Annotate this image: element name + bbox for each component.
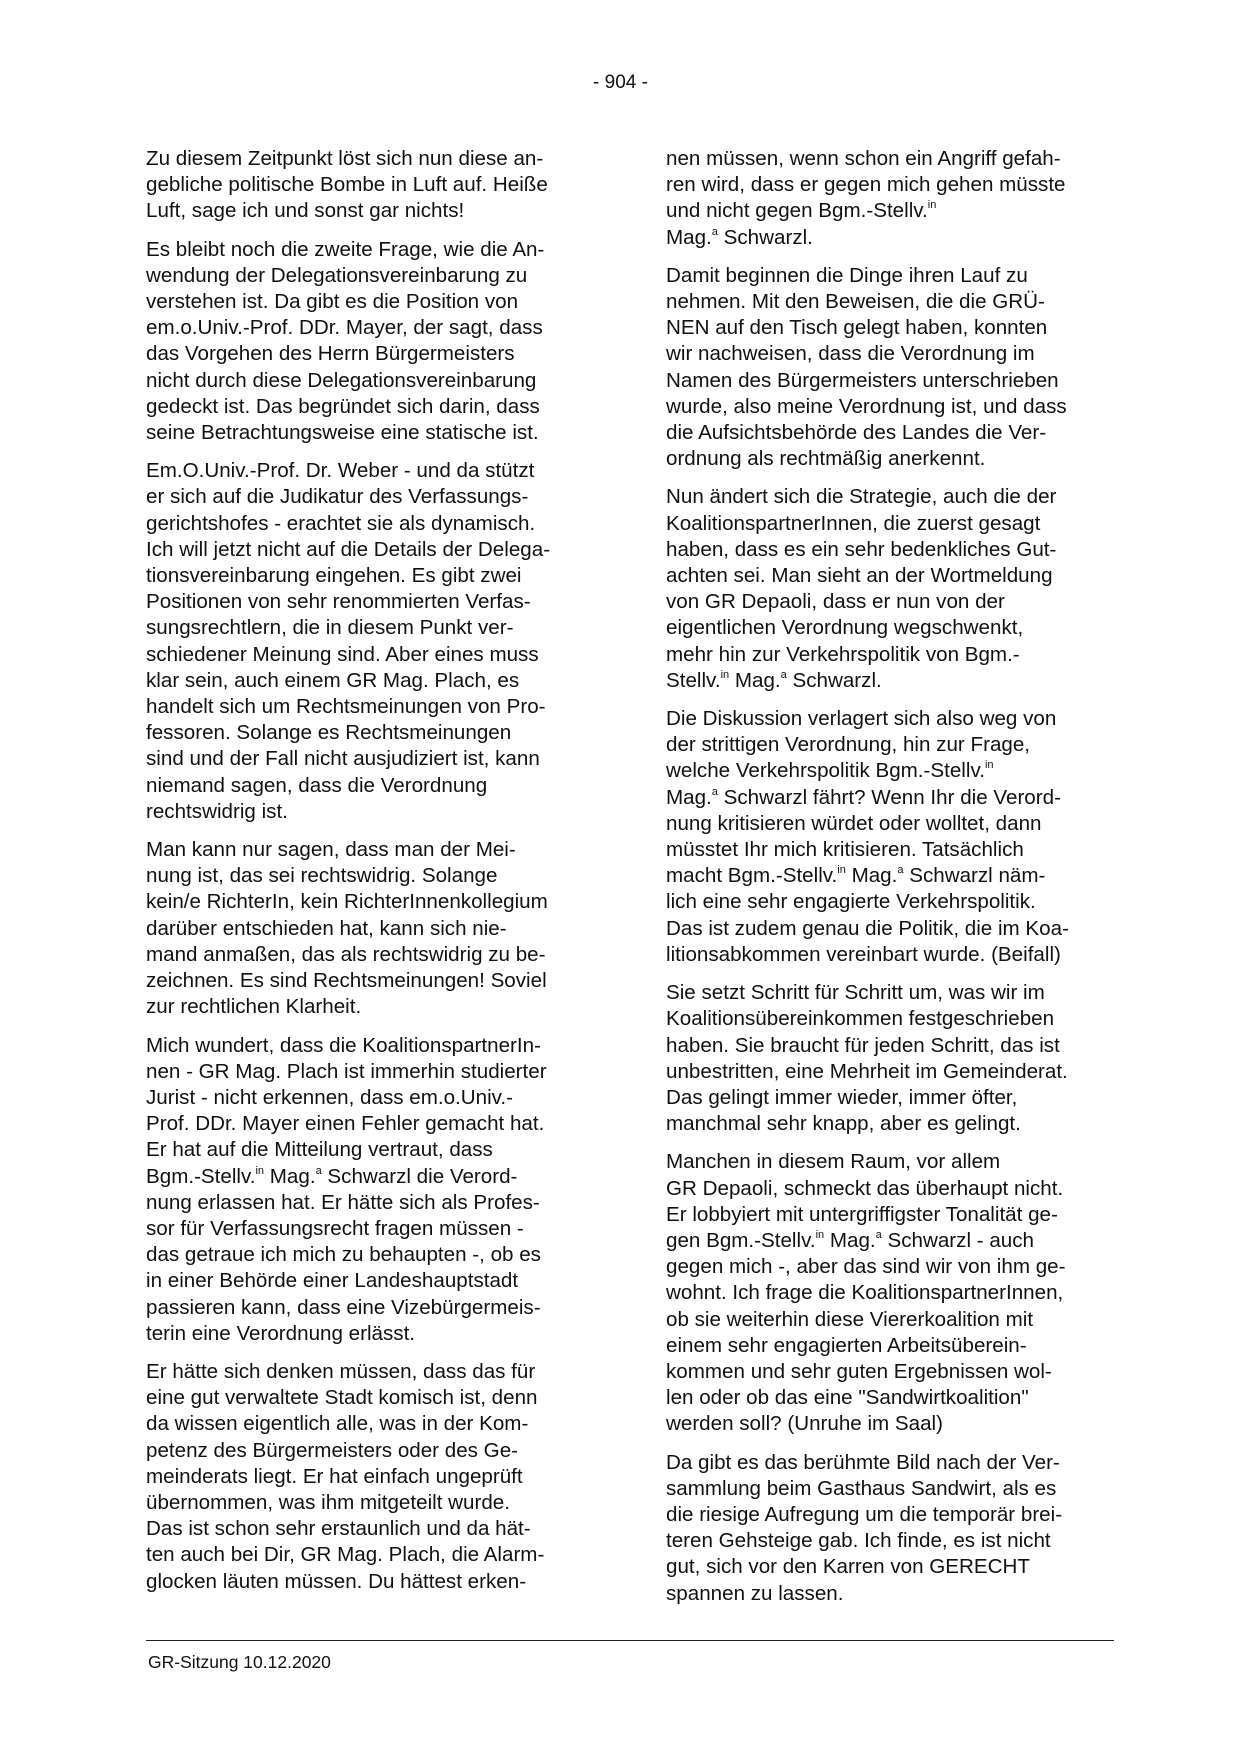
paragraph xyxy=(666,1149,1108,1437)
text-span: Schwarzl. xyxy=(786,668,882,692)
paragraph: Sie setzt Schritt für Schritt um, was wir im Koalitionsübereinkommen festgeschrieben haben. Sie braucht für jeden Schritt, das ist unbestritten, eine Mehrheit im Gemeinderat. Das gelingt immer wieder, immer öfter, manchmal sehr knapp, aber es gelingt. xyxy=(666,981,1068,1136)
paragraph: Damit beginnen die Dinge ihren Lauf zu nehmen. Mit den Beweisen, die die GRÜ- NEN auf den Tisch gelegt haben, konnten wir nachweisen, dass die Verordnung im Namen des Bürgermeisters unterschrieben wurde, also meine Verordnung ist, und dass die Aufsichtsbehörde des Landes die Ver- ordnung als rechtmäßig anerkennt. xyxy=(666,263,1067,471)
text-span: Nun ändert sich die Strategie, auch die der KoalitionspartnerInnen, die zuerst gesagt haben, dass es ein sehr bedenkliches Gut- achten sei. Man sieht an der Wortmeldung von GR Depaoli, dass er nun von der eigentlichen Verordnung wegschwenkt, mehr hin zur Verkehrspolitik von Bgm.- Stellv. xyxy=(666,485,1057,692)
text-span: Mag. xyxy=(729,668,781,692)
paragraph: Er hätte sich denken müssen, dass das für eine gut verwaltete Stadt komisch ist, denn da wissen eigentlich alle, was in der Kom- petenz des Bürgermeisters oder des Ge- meinderats liegt. Er hat einfach ungeprüft übernommen, was ihm mitgeteilt wurde. Das ist schon sehr erstaunlich und da hät- ten auch bei Dir, GR Mag. Plach, die Alarm- glocken läuten müssen. Du hättest erken- xyxy=(146,1359,545,1593)
right-column xyxy=(666,146,1108,1619)
paragraph xyxy=(666,146,1108,251)
paragraph xyxy=(666,484,1108,694)
paragraph: Es bleibt noch die zweite Frage, wie die An- wendung der Delegationsvereinbarung zu verstehen ist. Da gibt es die Position von em.o.Univ.-Prof. DDr. Mayer, der sagt, dass das Vorgehen des Herrn Bürgermeisters nicht durch diese Delegationsvereinbarung gedeckt ist. Das begründet sich darin, dass seine Betrachtungsweise eine statische ist. xyxy=(146,237,545,445)
superscript: a xyxy=(315,1164,322,1177)
superscript: a xyxy=(711,785,718,798)
superscript: in xyxy=(255,1164,265,1177)
superscript: in xyxy=(837,864,846,877)
superscript: in xyxy=(984,759,994,772)
text-span: Die Diskussion verlagert sich also weg von der strittigen Verordnung, hin zur Frage, welche Verkehrspolitik Bgm.-Stellv. xyxy=(666,707,1057,783)
superscript: in xyxy=(720,668,730,681)
paragraph: Zu diesem Zeitpunkt löst sich nun diese an- gebliche politische Bombe in Luft auf. Heiße Luft, sage ich und sonst gar nichts! xyxy=(146,147,548,223)
superscript: in xyxy=(815,1228,825,1241)
paragraph: Em.O.Univ.-Prof. Dr. Weber - und da stützt er sich auf die Judikatur des Verfassungs- gerichtshofes - erachtet sie als dynamisch. Ich will jetzt nicht auf die Details der Delega- tionsvereinbarung eingehen. Es gibt zwei Positionen von sehr renommierten Verfas- sungsrechtlern, die in diesem Punkt ver- schiedener Meinung sind. Aber eines muss klar sein, auch einem GR Mag. Plach, es handelt sich um Rechtsmeinungen von Pro- fessoren. Solange es Rechtsmeinungen sind und der Fall nicht ausjudiziert ist, kann niemand sagen, dass die Verordnung rechtswidrig ist. xyxy=(146,459,551,823)
paragraph xyxy=(146,1033,588,1347)
text-span: Mag. xyxy=(666,785,712,809)
footer-divider xyxy=(146,1640,1114,1641)
paragraph: Da gibt es das berühmte Bild nach der Ver- sammlung beim Gasthaus Sandwirt, als es die riesige Aufregung um die temporär brei- teren Gehsteige gab. Ich finde, es ist nicht gut, sich vor den Karren von GERECHT spannen zu lassen. xyxy=(666,1450,1063,1605)
text-span: Mag. xyxy=(824,1228,876,1252)
superscript: in xyxy=(927,199,937,212)
superscript: a xyxy=(875,1228,882,1241)
text-span: Schwarzl - auch gegen mich -, aber das sind wir von ihm ge- wohnt. Ich frage die KoalitionspartnerInnen, ob sie weiterhin diese Viererkoalition mit einem sehr engagierten Arbeitsüberein- kommen und sehr guten Ergebnissen wol- len oder ob das eine "Sandwirtkoalition" werden soll? (Unruhe im Saal) xyxy=(666,1228,1066,1436)
text-span: Mag. xyxy=(845,864,898,888)
text-span: Mich wundert, dass die KoalitionspartnerIn- nen - GR Mag. Plach ist immerhin studierter Jurist - nicht erkennen, dass em.o.Univ.- Prof. DDr. Mayer einen Fehler gemacht hat. Er hat auf die Mitteilung vertraut, dass Bgm.-Stellv. xyxy=(146,1033,547,1188)
left-column xyxy=(146,146,588,1607)
text-span: Schwarzl. xyxy=(717,225,813,249)
text-span: Schwarzl die Verord- nung erlassen hat. Er hätte sich als Profes- sor für Verfassungsrecht fragen müssen - das getraue ich mich zu behaupten -, ob es in einer Behörde einer Landeshauptstadt passieren kann, dass eine Vizebürgermeis- terin eine Verordnung erlässt. xyxy=(146,1164,541,1345)
text-span: Mag. xyxy=(264,1164,316,1188)
text-span: Schwarzl näm- lich eine sehr engagierte Verkehrspolitik. Das ist zudem genau die Politik, die im Koa- litionsabkommen vereinbart wurde. (Beifall) xyxy=(666,864,1069,966)
text-span: Schwarzl fährt? Wenn Ihr die Verord- nung kritisieren würdet oder wolltet, dann müsstet Ihr mich kritisieren. Tatsächlich macht Bgm.-Stellv. xyxy=(666,785,1061,888)
text-span: Manchen in diesem Raum, vor allem GR Depaoli, schmeckt das überhaupt nicht. Er lobbyiert mit untergriffigster Tonalität ge- gen Bgm.-Stellv. xyxy=(666,1150,1064,1252)
footer-session-label: GR-Sitzung 10.12.2020 xyxy=(148,1652,331,1672)
paragraph: Man kann nur sagen, dass man der Mei- nung ist, das sei rechtswidrig. Solange kein/e RichterIn, kein RichterInnenkollegium darüber entschieden hat, kann sich nie- mand anmaßen, das als rechtswidrig zu be- zeichnen. Es sind Rechtsmeinungen! Soviel zur rechtlichen Klarheit. xyxy=(146,838,548,1019)
superscript: a xyxy=(780,668,787,681)
paragraph xyxy=(666,706,1108,968)
superscript: a xyxy=(711,225,718,238)
text-span: nen müssen, wenn schon ein Angriff gefah- ren wird, dass er gegen mich gehen müsste und nicht gegen Bgm.-Stellv. xyxy=(666,147,1066,223)
text-span: Mag. xyxy=(666,225,712,249)
superscript: a xyxy=(897,864,904,877)
page-number: - 904 - xyxy=(593,72,648,93)
